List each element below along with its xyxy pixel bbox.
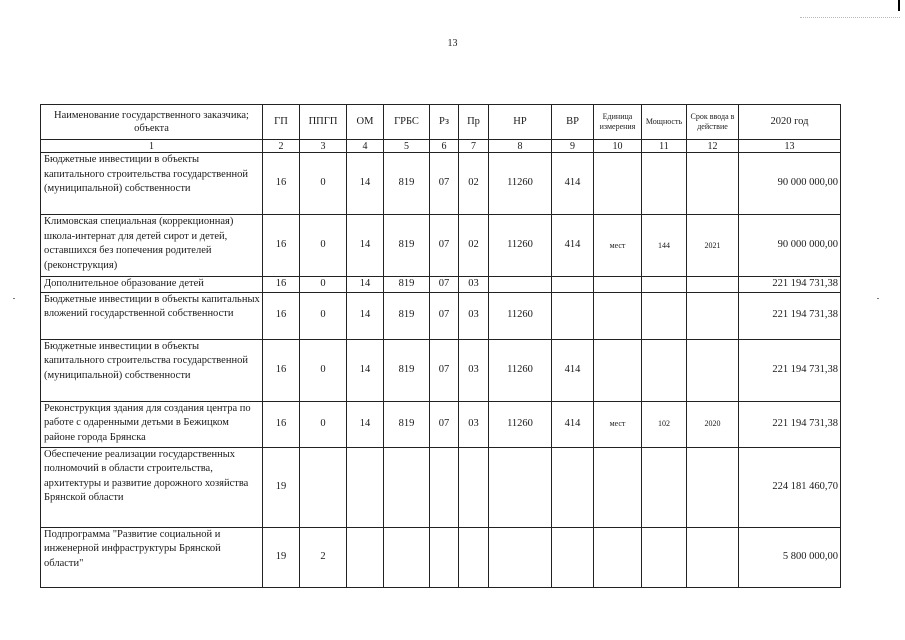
cell-np	[489, 277, 552, 293]
table-row	[41, 401, 841, 447]
cell-vr: 414	[552, 339, 594, 401]
scan-dotted-line	[800, 17, 900, 18]
colnum-12: 12	[687, 140, 739, 153]
cell-pr: 03	[459, 277, 489, 293]
cell-om	[347, 527, 384, 587]
cell-ppgp: 0	[300, 339, 347, 401]
cell-pr: 03	[459, 339, 489, 401]
cell-om	[347, 447, 384, 527]
colnum-6: 6	[430, 140, 459, 153]
row-name: Реконструкция здания для создания центра по работе с одаренными детьми в Бежицком районе города Брянска	[41, 401, 263, 447]
cell-amount: 221 194 731,38	[739, 277, 841, 293]
cell-vr: 414	[552, 401, 594, 447]
colnum-11: 11	[642, 140, 687, 153]
cell-amount: 90 000 000,00	[739, 215, 841, 277]
cell-rz: 07	[430, 401, 459, 447]
cell-np	[489, 527, 552, 587]
cell-np: 11260	[489, 401, 552, 447]
cell-ppgp: 0	[300, 153, 347, 215]
scan-edge-mark	[898, 0, 900, 11]
cell-np: 11260	[489, 215, 552, 277]
cell-np: 11260	[489, 153, 552, 215]
cell-np: 11260	[489, 339, 552, 401]
table-row	[41, 447, 841, 527]
cell-power	[642, 153, 687, 215]
cell-rz: 07	[430, 292, 459, 339]
cell-term	[687, 447, 739, 527]
colnum-4: 4	[347, 140, 384, 153]
cell-pr: 03	[459, 401, 489, 447]
cell-gp: 16	[263, 401, 300, 447]
cell-power	[642, 292, 687, 339]
cell-grbs: 819	[384, 292, 430, 339]
cell-unit	[594, 277, 642, 293]
cell-term	[687, 292, 739, 339]
cell-vr	[552, 277, 594, 293]
cell-om: 14	[347, 277, 384, 293]
cell-ppgp: 0	[300, 215, 347, 277]
cell-vr	[552, 447, 594, 527]
cell-amount: 221 194 731,38	[739, 292, 841, 339]
table-row	[41, 153, 841, 215]
colnum-3: 3	[300, 140, 347, 153]
colnum-5: 5	[384, 140, 430, 153]
cell-term	[687, 527, 739, 587]
cell-vr	[552, 292, 594, 339]
cell-grbs: 819	[384, 339, 430, 401]
header-unit: Единица измерения	[594, 105, 642, 140]
colnum-9: 9	[552, 140, 594, 153]
cell-term	[687, 339, 739, 401]
cell-om: 14	[347, 401, 384, 447]
row-name: Бюджетные инвестиции в объекты капитального строительства государственной (муниципальной) собственности	[41, 153, 263, 215]
cell-gp: 16	[263, 339, 300, 401]
colnum-10: 10	[594, 140, 642, 153]
cell-gp: 16	[263, 153, 300, 215]
cell-power	[642, 277, 687, 293]
cell-power: 144	[642, 215, 687, 277]
header-vr: ВР	[552, 105, 594, 140]
cell-vr: 414	[552, 215, 594, 277]
cell-amount: 224 181 460,70	[739, 447, 841, 527]
header-grbs: ГРБС	[384, 105, 430, 140]
header-year: 2020 год	[739, 105, 841, 140]
page-number: 13	[447, 38, 458, 49]
cell-unit: мест	[594, 215, 642, 277]
table-row	[41, 292, 841, 339]
cell-ppgp	[300, 447, 347, 527]
cell-power	[642, 527, 687, 587]
row-name: Бюджетные инвестиции в объекты капитального строительства государственной (муниципальной) собственности	[41, 339, 263, 401]
table-row	[41, 339, 841, 401]
header-term: Срок ввода в действие	[687, 105, 739, 140]
header-rz: Рз	[430, 105, 459, 140]
colnum-1: 1	[41, 140, 263, 153]
column-number-row	[41, 140, 841, 153]
cell-vr: 414	[552, 153, 594, 215]
scan-speck-right	[877, 298, 879, 299]
cell-unit	[594, 527, 642, 587]
cell-om: 14	[347, 153, 384, 215]
cell-vr	[552, 527, 594, 587]
cell-ppgp: 2	[300, 527, 347, 587]
cell-gp: 19	[263, 527, 300, 587]
cell-rz: 07	[430, 215, 459, 277]
cell-pr	[459, 447, 489, 527]
cell-gp: 16	[263, 292, 300, 339]
scan-speck-left	[13, 298, 15, 299]
colnum-7: 7	[459, 140, 489, 153]
row-name: Обеспечение реализации государственных полномочий в области строительства, архитектуры и развитие дорожного хозяйства Брянской области	[41, 447, 263, 527]
header-power: Мощность	[642, 105, 687, 140]
cell-grbs: 819	[384, 277, 430, 293]
cell-amount: 221 194 731,38	[739, 401, 841, 447]
header-om: ОМ	[347, 105, 384, 140]
row-name: Бюджетные инвестиции в объекты капитальных вложений государственной собственности	[41, 292, 263, 339]
cell-power	[642, 447, 687, 527]
cell-amount: 221 194 731,38	[739, 339, 841, 401]
cell-term: 2020	[687, 401, 739, 447]
cell-grbs	[384, 527, 430, 587]
header-pr: Пр	[459, 105, 489, 140]
cell-gp: 16	[263, 215, 300, 277]
cell-om: 14	[347, 339, 384, 401]
row-name: Подпрограмма "Развитие социальной и инженерной инфраструктуры Брянской области"	[41, 527, 263, 587]
cell-unit: мест	[594, 401, 642, 447]
cell-amount: 90 000 000,00	[739, 153, 841, 215]
cell-pr: 02	[459, 153, 489, 215]
cell-rz: 07	[430, 339, 459, 401]
cell-rz: 07	[430, 153, 459, 215]
colnum-8: 8	[489, 140, 552, 153]
cell-gp: 19	[263, 447, 300, 527]
cell-unit	[594, 153, 642, 215]
table-row	[41, 215, 841, 277]
cell-rz	[430, 447, 459, 527]
cell-grbs	[384, 447, 430, 527]
colnum-13: 13	[739, 140, 841, 153]
cell-grbs: 819	[384, 401, 430, 447]
cell-term: 2021	[687, 215, 739, 277]
cell-ppgp: 0	[300, 277, 347, 293]
budget-table	[40, 104, 841, 588]
cell-grbs: 819	[384, 153, 430, 215]
cell-rz: 07	[430, 277, 459, 293]
header-ppgp: ППГП	[300, 105, 347, 140]
cell-ppgp: 0	[300, 292, 347, 339]
header-np: НР	[489, 105, 552, 140]
cell-power	[642, 339, 687, 401]
cell-grbs: 819	[384, 215, 430, 277]
row-name: Дополнительное образование детей	[41, 277, 263, 293]
header-row	[41, 105, 841, 140]
cell-ppgp: 0	[300, 401, 347, 447]
cell-pr	[459, 527, 489, 587]
cell-amount: 5 800 000,00	[739, 527, 841, 587]
table-row	[41, 277, 841, 293]
cell-term	[687, 153, 739, 215]
cell-om: 14	[347, 292, 384, 339]
cell-unit	[594, 447, 642, 527]
cell-rz	[430, 527, 459, 587]
cell-gp: 16	[263, 277, 300, 293]
cell-np	[489, 447, 552, 527]
cell-pr: 03	[459, 292, 489, 339]
colnum-2: 2	[263, 140, 300, 153]
cell-unit	[594, 339, 642, 401]
table-row	[41, 527, 841, 587]
cell-power: 102	[642, 401, 687, 447]
cell-np: 11260	[489, 292, 552, 339]
cell-om: 14	[347, 215, 384, 277]
cell-pr: 02	[459, 215, 489, 277]
header-gp: ГП	[263, 105, 300, 140]
row-name: Климовская специальная (коррекционная) школа-интернат для детей сирот и детей, оставшихся без попечения родителей (реконструкция)	[41, 215, 263, 277]
header-name: Наименование государственного заказчика; объекта	[41, 105, 263, 140]
cell-unit	[594, 292, 642, 339]
cell-term	[687, 277, 739, 293]
